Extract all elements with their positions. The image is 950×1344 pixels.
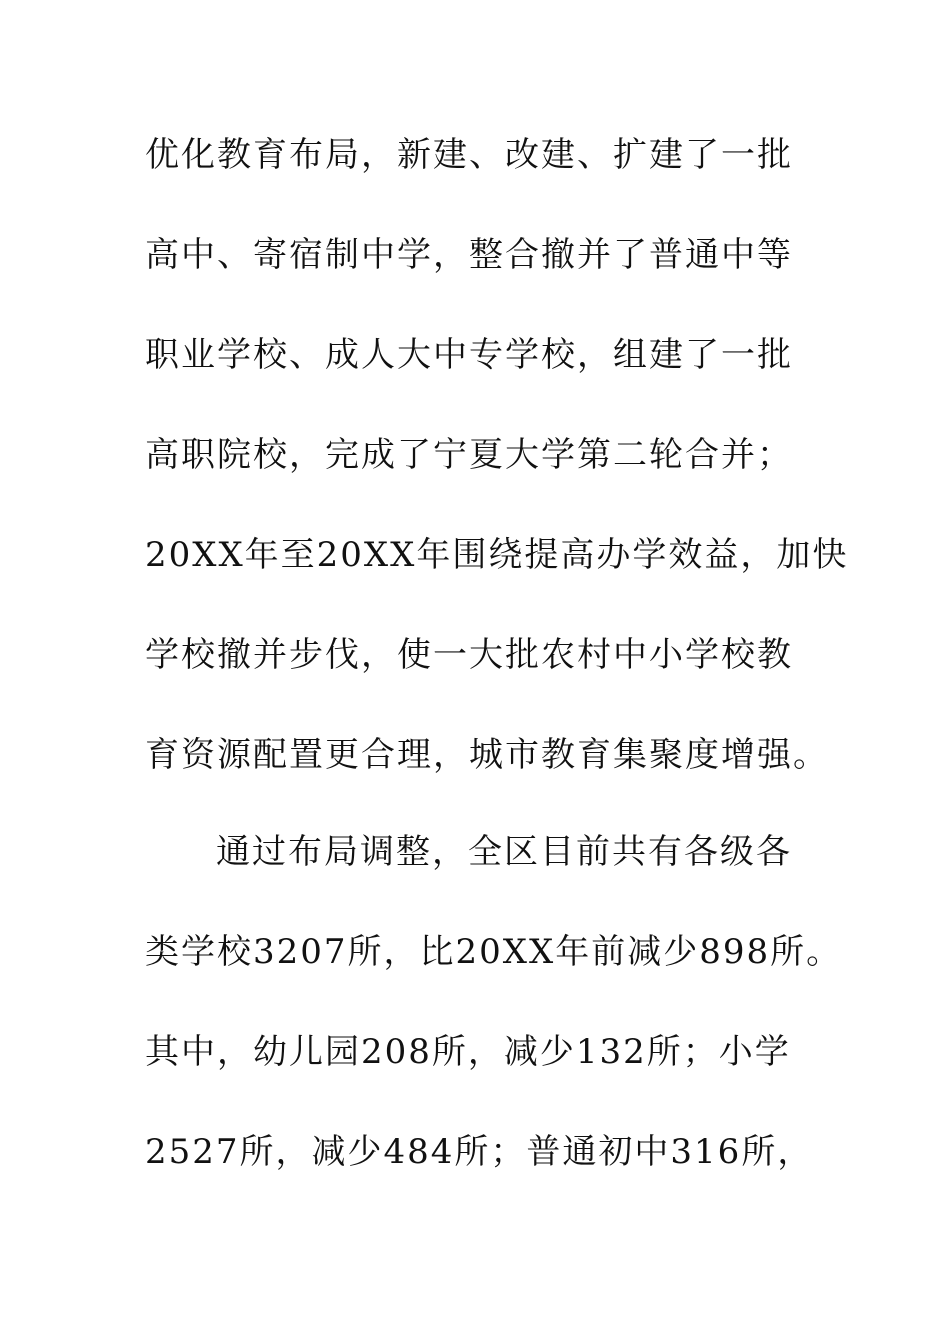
paragraph-line: 学校撤并步伐，使一大批农村中小学校教 (145, 635, 793, 675)
paragraph-first-line: 通过布局调整，全区目前共有各级各 (216, 832, 792, 872)
paragraph-line: 育资源配置更合理，城市教育集聚度增强。 (145, 735, 829, 775)
paragraph-line: 其中，幼儿园208所，减少132所；小学 (145, 1032, 791, 1072)
paragraph-line: 优化教育布局，新建、改建、扩建了一批 (145, 135, 793, 175)
paragraph-line: 高职院校，完成了宁夏大学第二轮合并； (145, 435, 793, 475)
paragraph-line: 职业学校、成人大中专学校，组建了一批 (145, 335, 793, 375)
paragraph-line: 高中、寄宿制中学，整合撤并了普通中等 (145, 235, 793, 275)
paragraph-line: 类学校3207所，比20XX年前减少898所。 (145, 932, 843, 972)
paragraph-line: 20XX年至20XX年围绕提高办学效益，加快 (145, 535, 849, 575)
paragraph-line: 2527所，减少484所；普通初中316所， (145, 1132, 814, 1172)
